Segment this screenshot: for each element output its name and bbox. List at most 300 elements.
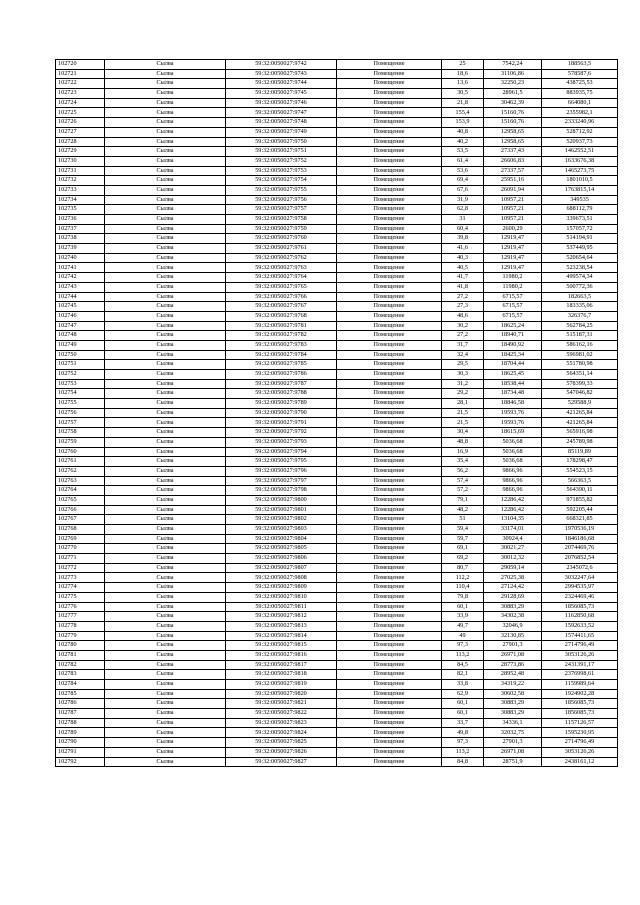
record-id-cell: 102791 bbox=[56, 747, 105, 757]
object-type-cell: Помещение bbox=[337, 302, 442, 312]
unit-value-cell: 29128,69 bbox=[484, 592, 542, 602]
record-id-cell: 102729 bbox=[56, 147, 105, 157]
table-row bbox=[56, 486, 618, 496]
unit-value-cell: 28952,48 bbox=[484, 670, 542, 680]
record-id-cell: 102763 bbox=[56, 476, 105, 486]
area-cell: 59,7 bbox=[442, 534, 484, 544]
area-cell: 31 bbox=[442, 215, 484, 225]
cadastral-value-cell: 528712,92 bbox=[542, 127, 618, 137]
unit-value-cell: 12958,65 bbox=[484, 137, 542, 147]
district-cell: Сылва bbox=[105, 195, 226, 205]
record-id-cell: 102735 bbox=[56, 205, 105, 215]
cadastral-value-cell: 2345072,6 bbox=[542, 563, 618, 573]
area-cell: 79,8 bbox=[442, 592, 484, 602]
object-type-cell: Помещение bbox=[337, 757, 442, 767]
cadastral-value-cell: 178298,47 bbox=[542, 457, 618, 467]
district-cell: Сылва bbox=[105, 176, 226, 186]
table-row bbox=[56, 437, 618, 447]
area-cell: 53,6 bbox=[442, 166, 484, 176]
object-type-cell: Помещение bbox=[337, 728, 442, 738]
area-cell: 60,4 bbox=[442, 224, 484, 234]
record-id-cell: 102727 bbox=[56, 127, 105, 137]
record-id-cell: 102741 bbox=[56, 263, 105, 273]
cadastral-number-cell: 59:32:0050027:9754 bbox=[226, 176, 337, 186]
unit-value-cell: 30602,58 bbox=[484, 689, 542, 699]
cadastral-number-cell: 59:32:0050027:9822 bbox=[226, 709, 337, 719]
unit-value-cell: 27337,57 bbox=[484, 166, 542, 176]
record-id-cell: 102747 bbox=[56, 321, 105, 331]
table-row bbox=[56, 689, 618, 699]
area-cell: 29,5 bbox=[442, 360, 484, 370]
unit-value-cell: 12919,47 bbox=[484, 244, 542, 254]
object-type-cell: Помещение bbox=[337, 447, 442, 457]
object-type-cell: Помещение bbox=[337, 437, 442, 447]
unit-value-cell: 12919,47 bbox=[484, 263, 542, 273]
cadastral-value-cell: 1846186,68 bbox=[542, 534, 618, 544]
unit-value-cell: 11980,2 bbox=[484, 273, 542, 283]
district-cell: Сылва bbox=[105, 360, 226, 370]
object-type-cell: Помещение bbox=[337, 224, 442, 234]
cadastral-number-cell: 59:32:0050027:9765 bbox=[226, 282, 337, 292]
record-id-cell: 102792 bbox=[56, 757, 105, 767]
area-cell: 40,2 bbox=[442, 137, 484, 147]
record-id-cell: 102722 bbox=[56, 79, 105, 89]
unit-value-cell: 27124,42 bbox=[484, 583, 542, 593]
cadastral-number-cell: 59:32:0050027:9818 bbox=[226, 670, 337, 680]
cadastral-number-cell: 59:32:0050027:9749 bbox=[226, 127, 337, 137]
area-cell: 84,5 bbox=[442, 660, 484, 670]
cadastral-number-cell: 59:32:0050027:9781 bbox=[226, 321, 337, 331]
cadastral-number-cell: 59:32:0050027:9752 bbox=[226, 156, 337, 166]
district-cell: Сылва bbox=[105, 89, 226, 99]
record-id-cell: 102788 bbox=[56, 718, 105, 728]
cadastral-number-cell: 59:32:0050027:9784 bbox=[226, 350, 337, 360]
district-cell: Сылва bbox=[105, 612, 226, 622]
unit-value-cell: 10957,21 bbox=[484, 195, 542, 205]
cadastral-value-cell: 2994535,97 bbox=[542, 583, 618, 593]
table-row bbox=[56, 137, 618, 147]
table-row bbox=[56, 631, 618, 641]
cadastral-number-cell: 59:32:0050027:9787 bbox=[226, 379, 337, 389]
cadastral-value-cell: 1592633,52 bbox=[542, 621, 618, 631]
cadastral-value-cell: 566363,5 bbox=[542, 476, 618, 486]
table-row bbox=[56, 331, 618, 341]
area-cell: 82,1 bbox=[442, 670, 484, 680]
record-id-cell: 102731 bbox=[56, 166, 105, 176]
cadastral-number-cell: 59:32:0050027:9755 bbox=[226, 185, 337, 195]
district-cell: Сылва bbox=[105, 544, 226, 554]
district-cell: Сылва bbox=[105, 728, 226, 738]
cadastral-value-cell: 157057,72 bbox=[542, 224, 618, 234]
table-row bbox=[56, 718, 618, 728]
unit-value-cell: 18704,44 bbox=[484, 360, 542, 370]
table-row bbox=[56, 495, 618, 505]
district-cell: Сылва bbox=[105, 437, 226, 447]
cadastral-number-cell: 59:32:0050027:9786 bbox=[226, 370, 337, 380]
table-row bbox=[56, 709, 618, 719]
table-row bbox=[56, 205, 618, 215]
object-type-cell: Помещение bbox=[337, 505, 442, 515]
cadastral-value-cell: 578399,33 bbox=[542, 379, 618, 389]
unit-value-cell: 9866,96 bbox=[484, 476, 542, 486]
area-cell: 97,3 bbox=[442, 738, 484, 748]
cadastral-number-cell: 59:32:0050027:9763 bbox=[226, 263, 337, 273]
record-id-cell: 102771 bbox=[56, 554, 105, 564]
object-type-cell: Помещение bbox=[337, 370, 442, 380]
object-type-cell: Помещение bbox=[337, 379, 442, 389]
record-id-cell: 102786 bbox=[56, 699, 105, 709]
table-row bbox=[56, 108, 618, 118]
object-type-cell: Помещение bbox=[337, 680, 442, 690]
object-type-cell: Помещение bbox=[337, 273, 442, 283]
area-cell: 48,8 bbox=[442, 437, 484, 447]
table-row bbox=[56, 680, 618, 690]
unit-value-cell: 32032,75 bbox=[484, 728, 542, 738]
district-cell: Сылва bbox=[105, 166, 226, 176]
cadastral-value-cell: 554523,15 bbox=[542, 466, 618, 476]
area-cell: 69,4 bbox=[442, 176, 484, 186]
district-cell: Сылва bbox=[105, 670, 226, 680]
object-type-cell: Помещение bbox=[337, 137, 442, 147]
object-type-cell: Помещение bbox=[337, 631, 442, 641]
cadastral-value-cell: 500772,36 bbox=[542, 282, 618, 292]
cadastral-number-cell: 59:32:0050027:9764 bbox=[226, 273, 337, 283]
area-cell: 30,4 bbox=[442, 428, 484, 438]
cadastral-value-table bbox=[55, 59, 618, 767]
object-type-cell: Помещение bbox=[337, 311, 442, 321]
cadastral-number-cell: 59:32:0050027:9750 bbox=[226, 137, 337, 147]
area-cell: 113,2 bbox=[442, 747, 484, 757]
table-row bbox=[56, 757, 618, 767]
district-cell: Сылва bbox=[105, 631, 226, 641]
area-cell: 40,5 bbox=[442, 263, 484, 273]
record-id-cell: 102723 bbox=[56, 89, 105, 99]
unit-value-cell: 18615,69 bbox=[484, 428, 542, 438]
unit-value-cell: 9866,96 bbox=[484, 486, 542, 496]
record-id-cell: 102745 bbox=[56, 302, 105, 312]
record-id-cell: 102777 bbox=[56, 612, 105, 622]
cadastral-value-cell: 1162850,68 bbox=[542, 612, 618, 622]
cadastral-value-cell: 547046,82 bbox=[542, 389, 618, 399]
cadastral-number-cell: 59:32:0050027:9811 bbox=[226, 602, 337, 612]
area-cell: 49,7 bbox=[442, 621, 484, 631]
district-cell: Сылва bbox=[105, 505, 226, 515]
district-cell: Сылва bbox=[105, 156, 226, 166]
record-id-cell: 102775 bbox=[56, 592, 105, 602]
district-cell: Сылва bbox=[105, 98, 226, 108]
unit-value-cell: 18734,48 bbox=[484, 389, 542, 399]
area-cell: 49,8 bbox=[442, 728, 484, 738]
area-cell: 27,2 bbox=[442, 331, 484, 341]
area-cell: 35,4 bbox=[442, 457, 484, 467]
district-cell: Сылва bbox=[105, 205, 226, 215]
unit-value-cell: 12919,47 bbox=[484, 234, 542, 244]
object-type-cell: Помещение bbox=[337, 147, 442, 157]
record-id-cell: 102730 bbox=[56, 156, 105, 166]
object-type-cell: Помещение bbox=[337, 641, 442, 651]
cadastral-number-cell: 59:32:0050027:9761 bbox=[226, 244, 337, 254]
unit-value-cell: 18625,24 bbox=[484, 321, 542, 331]
object-type-cell: Помещение bbox=[337, 79, 442, 89]
district-cell: Сылва bbox=[105, 534, 226, 544]
object-type-cell: Помещение bbox=[337, 699, 442, 709]
district-cell: Сылва bbox=[105, 311, 226, 321]
district-cell: Сылва bbox=[105, 215, 226, 225]
cadastral-value-cell: 565916,98 bbox=[542, 428, 618, 438]
object-type-cell: Помещение bbox=[337, 544, 442, 554]
record-id-cell: 102750 bbox=[56, 350, 105, 360]
district-cell: Сылва bbox=[105, 621, 226, 631]
cadastral-number-cell: 59:32:0050027:9802 bbox=[226, 515, 337, 525]
unit-value-cell: 10957,21 bbox=[484, 205, 542, 215]
cadastral-number-cell: 59:32:0050027:9810 bbox=[226, 592, 337, 602]
cadastral-value-cell: 2714796,49 bbox=[542, 641, 618, 651]
cadastral-value-cell: 520937,73 bbox=[542, 137, 618, 147]
record-id-cell: 102746 bbox=[56, 311, 105, 321]
unit-value-cell: 28773,86 bbox=[484, 660, 542, 670]
area-cell: 31,2 bbox=[442, 379, 484, 389]
table-row bbox=[56, 176, 618, 186]
unit-value-cell: 6715,57 bbox=[484, 311, 542, 321]
cadastral-number-cell: 59:32:0050027:9756 bbox=[226, 195, 337, 205]
area-cell: 33,8 bbox=[442, 680, 484, 690]
object-type-cell: Помещение bbox=[337, 399, 442, 409]
unit-value-cell: 26971,08 bbox=[484, 747, 542, 757]
district-cell: Сылва bbox=[105, 302, 226, 312]
record-id-cell: 102768 bbox=[56, 525, 105, 535]
cadastral-number-cell: 59:32:0050027:9820 bbox=[226, 689, 337, 699]
district-cell: Сылва bbox=[105, 447, 226, 457]
object-type-cell: Помещение bbox=[337, 350, 442, 360]
area-cell: 153,9 bbox=[442, 118, 484, 128]
record-id-cell: 102770 bbox=[56, 544, 105, 554]
cadastral-number-cell: 59:32:0050027:9805 bbox=[226, 544, 337, 554]
unit-value-cell: 7542,24 bbox=[484, 60, 542, 70]
district-cell: Сылва bbox=[105, 60, 226, 70]
area-cell: 30,5 bbox=[442, 89, 484, 99]
table-row bbox=[56, 515, 618, 525]
cadastral-value-cell: 668321,85 bbox=[542, 515, 618, 525]
district-cell: Сылва bbox=[105, 554, 226, 564]
record-id-cell: 102755 bbox=[56, 399, 105, 409]
cadastral-number-cell: 59:32:0050027:9803 bbox=[226, 525, 337, 535]
cadastral-value-cell: 182663,5 bbox=[542, 292, 618, 302]
district-cell: Сылва bbox=[105, 399, 226, 409]
table-row bbox=[56, 447, 618, 457]
unit-value-cell: 30021,27 bbox=[484, 544, 542, 554]
unit-value-cell: 26091,94 bbox=[484, 185, 542, 195]
district-cell: Сылва bbox=[105, 718, 226, 728]
cadastral-value-cell: 1595230,95 bbox=[542, 728, 618, 738]
cadastral-number-cell: 59:32:0050027:9821 bbox=[226, 699, 337, 709]
table-row bbox=[56, 544, 618, 554]
cadastral-number-cell: 59:32:0050027:9823 bbox=[226, 718, 337, 728]
record-id-cell: 102764 bbox=[56, 486, 105, 496]
table-row bbox=[56, 224, 618, 234]
area-cell: 62,8 bbox=[442, 205, 484, 215]
record-id-cell: 102776 bbox=[56, 602, 105, 612]
object-type-cell: Помещение bbox=[337, 195, 442, 205]
unit-value-cell: 31106,86 bbox=[484, 69, 542, 79]
record-id-cell: 102787 bbox=[56, 709, 105, 719]
unit-value-cell: 30462,39 bbox=[484, 98, 542, 108]
unit-value-cell: 11980,2 bbox=[484, 282, 542, 292]
cadastral-number-cell: 59:32:0050027:9785 bbox=[226, 360, 337, 370]
district-cell: Сылва bbox=[105, 495, 226, 505]
object-type-cell: Помещение bbox=[337, 602, 442, 612]
table-row bbox=[56, 273, 618, 283]
district-cell: Сылва bbox=[105, 253, 226, 263]
object-type-cell: Помещение bbox=[337, 466, 442, 476]
cadastral-value-cell: 245789,98 bbox=[542, 437, 618, 447]
cadastral-value-cell: 2324469,46 bbox=[542, 592, 618, 602]
area-cell: 48,6 bbox=[442, 311, 484, 321]
cadastral-value-cell: 2438161,12 bbox=[542, 757, 618, 767]
cadastral-value-cell: 2333240,96 bbox=[542, 118, 618, 128]
cadastral-number-cell: 59:32:0050027:9824 bbox=[226, 728, 337, 738]
district-cell: Сылва bbox=[105, 244, 226, 254]
district-cell: Сылва bbox=[105, 408, 226, 418]
object-type-cell: Помещение bbox=[337, 457, 442, 467]
cadastral-value-cell: 421265,84 bbox=[542, 418, 618, 428]
cadastral-value-cell: 564390,11 bbox=[542, 486, 618, 496]
district-cell: Сылва bbox=[105, 709, 226, 719]
object-type-cell: Помещение bbox=[337, 166, 442, 176]
area-cell: 60,1 bbox=[442, 602, 484, 612]
record-id-cell: 102765 bbox=[56, 495, 105, 505]
area-cell: 56,2 bbox=[442, 466, 484, 476]
record-id-cell: 102734 bbox=[56, 195, 105, 205]
object-type-cell: Помещение bbox=[337, 428, 442, 438]
unit-value-cell: 32250,23 bbox=[484, 79, 542, 89]
unit-value-cell: 6715,57 bbox=[484, 302, 542, 312]
table-row bbox=[56, 505, 618, 515]
record-id-cell: 102785 bbox=[56, 689, 105, 699]
area-cell: 30,3 bbox=[442, 370, 484, 380]
unit-value-cell: 30883,29 bbox=[484, 709, 542, 719]
record-id-cell: 102772 bbox=[56, 563, 105, 573]
object-type-cell: Помещение bbox=[337, 205, 442, 215]
area-cell: 31,9 bbox=[442, 195, 484, 205]
district-cell: Сылва bbox=[105, 185, 226, 195]
area-cell: 28,1 bbox=[442, 399, 484, 409]
table-row bbox=[56, 534, 618, 544]
unit-value-cell: 28961,5 bbox=[484, 89, 542, 99]
unit-value-cell: 6715,57 bbox=[484, 292, 542, 302]
record-id-cell: 102774 bbox=[56, 583, 105, 593]
cadastral-value-cell: 1856085,73 bbox=[542, 709, 618, 719]
object-type-cell: Помещение bbox=[337, 118, 442, 128]
cadastral-value-cell: 3053126,26 bbox=[542, 747, 618, 757]
cadastral-value-cell: 2076852,54 bbox=[542, 554, 618, 564]
unit-value-cell: 12919,47 bbox=[484, 253, 542, 263]
cadastral-number-cell: 59:32:0050027:9790 bbox=[226, 408, 337, 418]
unit-value-cell: 26606,83 bbox=[484, 156, 542, 166]
record-id-cell: 102749 bbox=[56, 340, 105, 350]
cadastral-number-cell: 59:32:0050027:9757 bbox=[226, 205, 337, 215]
district-cell: Сылва bbox=[105, 108, 226, 118]
cadastral-number-cell: 59:32:0050027:9808 bbox=[226, 573, 337, 583]
cadastral-number-cell: 59:32:0050027:9742 bbox=[226, 60, 337, 70]
cadastral-number-cell: 59:32:0050027:9812 bbox=[226, 612, 337, 622]
cadastral-value-cell: 664080,1 bbox=[542, 98, 618, 108]
unit-value-cell: 34302,38 bbox=[484, 612, 542, 622]
object-type-cell: Помещение bbox=[337, 689, 442, 699]
area-cell: 62,9 bbox=[442, 689, 484, 699]
cadastral-number-cell: 59:32:0050027:9746 bbox=[226, 98, 337, 108]
table-row bbox=[56, 302, 618, 312]
unit-value-cell: 18538,44 bbox=[484, 379, 542, 389]
area-cell: 41,7 bbox=[442, 273, 484, 283]
district-cell: Сылва bbox=[105, 641, 226, 651]
object-type-cell: Помещение bbox=[337, 321, 442, 331]
unit-value-cell: 33174,01 bbox=[484, 525, 542, 535]
object-type-cell: Помещение bbox=[337, 418, 442, 428]
table-row bbox=[56, 195, 618, 205]
cadastral-number-cell: 59:32:0050027:9827 bbox=[226, 757, 337, 767]
district-cell: Сылва bbox=[105, 689, 226, 699]
record-id-cell: 102728 bbox=[56, 137, 105, 147]
cadastral-value-cell: 1970536,19 bbox=[542, 525, 618, 535]
district-cell: Сылва bbox=[105, 699, 226, 709]
record-id-cell: 102783 bbox=[56, 670, 105, 680]
cadastral-number-cell: 59:32:0050027:9795 bbox=[226, 457, 337, 467]
object-type-cell: Помещение bbox=[337, 282, 442, 292]
cadastral-number-cell: 59:32:0050027:9758 bbox=[226, 215, 337, 225]
table-row bbox=[56, 612, 618, 622]
cadastral-value-cell: 551780,98 bbox=[542, 360, 618, 370]
area-cell: 57,4 bbox=[442, 476, 484, 486]
table-row bbox=[56, 156, 618, 166]
area-cell: 79,1 bbox=[442, 495, 484, 505]
cadastral-value-cell: 1462552,51 bbox=[542, 147, 618, 157]
cadastral-value-cell: 3053126,26 bbox=[542, 650, 618, 660]
table-row bbox=[56, 370, 618, 380]
unit-value-cell: 27901,3 bbox=[484, 641, 542, 651]
object-type-cell: Помещение bbox=[337, 60, 442, 70]
district-cell: Сылва bbox=[105, 147, 226, 157]
area-cell: 80,7 bbox=[442, 563, 484, 573]
cadastral-value-cell: 537449,95 bbox=[542, 244, 618, 254]
cadastral-number-cell: 59:32:0050027:9806 bbox=[226, 554, 337, 564]
cadastral-number-cell: 59:32:0050027:9809 bbox=[226, 583, 337, 593]
table-row bbox=[56, 292, 618, 302]
unit-value-cell: 26971,08 bbox=[484, 650, 542, 660]
area-cell: 33,9 bbox=[442, 612, 484, 622]
object-type-cell: Помещение bbox=[337, 476, 442, 486]
cadastral-number-cell: 59:32:0050027:9782 bbox=[226, 331, 337, 341]
table-row bbox=[56, 738, 618, 748]
cadastral-value-cell: 421265,84 bbox=[542, 408, 618, 418]
table-row bbox=[56, 147, 618, 157]
area-cell: 39,8 bbox=[442, 234, 484, 244]
cadastral-number-cell: 59:32:0050027:9807 bbox=[226, 563, 337, 573]
record-id-cell: 102779 bbox=[56, 631, 105, 641]
table-row bbox=[56, 583, 618, 593]
unit-value-cell: 18846,58 bbox=[484, 399, 542, 409]
record-id-cell: 102766 bbox=[56, 505, 105, 515]
unit-value-cell: 12958,65 bbox=[484, 127, 542, 137]
unit-value-cell: 13104,35 bbox=[484, 515, 542, 525]
record-id-cell: 102762 bbox=[56, 466, 105, 476]
record-id-cell: 102790 bbox=[56, 738, 105, 748]
area-cell: 21,5 bbox=[442, 408, 484, 418]
table-row bbox=[56, 311, 618, 321]
cadastral-number-cell: 59:32:0050027:9804 bbox=[226, 534, 337, 544]
table-row bbox=[56, 670, 618, 680]
area-cell: 59,4 bbox=[442, 525, 484, 535]
district-cell: Сылва bbox=[105, 379, 226, 389]
